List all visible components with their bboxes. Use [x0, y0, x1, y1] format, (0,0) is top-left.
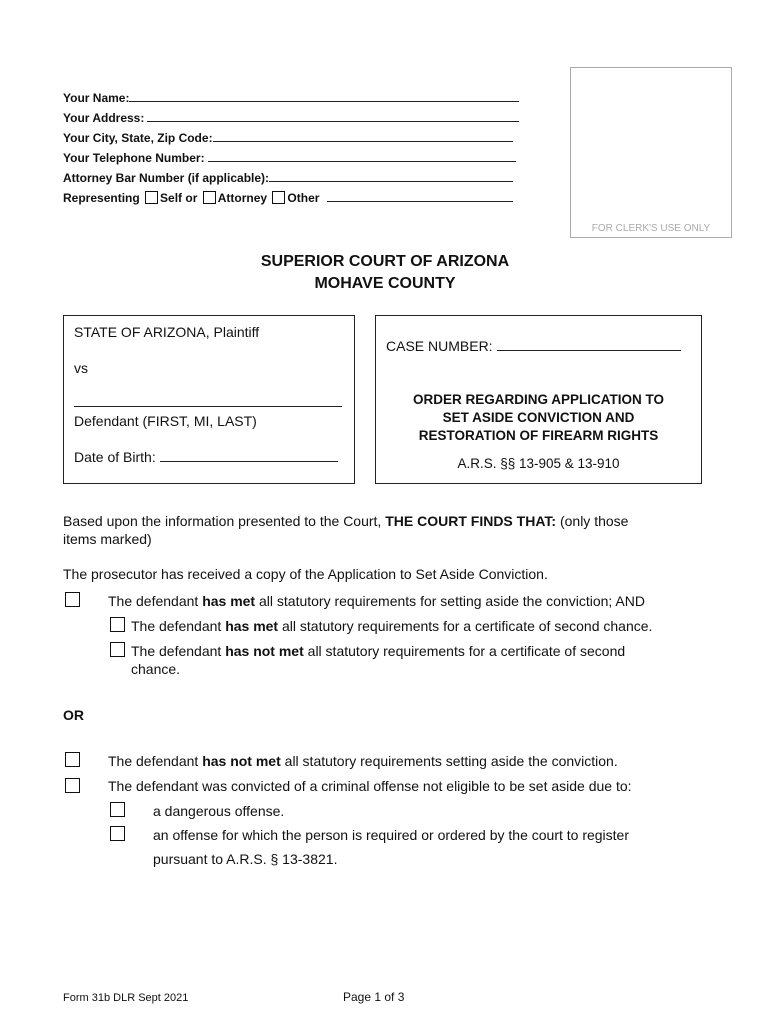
case-number-input-line[interactable]: [497, 338, 681, 351]
dob-input-line[interactable]: [160, 449, 338, 462]
order-title-line-3: RESTORATION OF FIREARM RIGHTS: [418, 428, 659, 443]
party-caption-box: [63, 315, 355, 484]
page-number: Page 1 of 3: [343, 990, 405, 1004]
or-separator: OR: [63, 707, 84, 723]
bar-number-input-line[interactable]: [269, 170, 513, 182]
self-label: Self or: [160, 191, 198, 205]
has-met-checkbox[interactable]: [65, 592, 80, 607]
has-not-met-text: [108, 752, 618, 770]
opt2-pre: The defendant: [108, 753, 199, 769]
certificate-not-met-text-line-2: chance.: [131, 661, 181, 677]
certificate-met-text: [131, 617, 652, 635]
county-name: MOHAVE COUNTY: [314, 275, 456, 292]
other-input-line[interactable]: [327, 190, 513, 202]
dangerous-offense-checkbox[interactable]: [110, 802, 125, 817]
case-number-label: CASE NUMBER:: [386, 338, 493, 354]
dangerous-offense-text: a dangerous offense.: [153, 803, 285, 819]
certificate-not-met-checkbox[interactable]: [110, 642, 125, 657]
name-label: Your Name:: [63, 91, 130, 105]
phone-field[interactable]: [63, 148, 516, 168]
has-not-met-checkbox[interactable]: [65, 752, 80, 767]
prosecutor-statement: The prosecutor has received a copy of the Application to Set Aside Conviction.: [63, 566, 548, 582]
not-eligible-text: The defendant was convicted of a criminal offense not eligible to be set aside due to:: [108, 778, 632, 794]
attorney-checkbox[interactable]: [203, 191, 216, 204]
clerk-use-label: FOR CLERK'S USE ONLY: [591, 223, 711, 234]
name-input-line[interactable]: [129, 90, 519, 102]
intro-line-2: items marked): [63, 531, 152, 547]
intro-text-post: (only those: [559, 513, 629, 529]
attorney-label: Attorney: [217, 191, 268, 205]
order-title-line-2: SET ASIDE CONVICTION AND: [442, 410, 635, 425]
phone-label: Your Telephone Number:: [63, 151, 205, 165]
dob-label: Date of Birth:: [74, 449, 156, 465]
opt1-bold: has met: [202, 593, 256, 609]
clerk-use-box: [570, 67, 732, 238]
opt1a-pre: The defendant: [131, 618, 222, 634]
bar-number-field[interactable]: [63, 168, 513, 188]
statute-reference: A.R.S. §§ 13-905 & 13-910: [457, 456, 620, 471]
city-input-line[interactable]: [213, 130, 513, 142]
address-field[interactable]: [63, 108, 519, 128]
opt1a-bold: has met: [225, 618, 279, 634]
findings-intro: [63, 512, 628, 530]
name-field[interactable]: [63, 88, 519, 108]
opt1-post: all statutory requirements for setting aside the conviction; AND: [259, 593, 645, 609]
opt2-post: all statutory requirements setting aside the conviction.: [284, 753, 618, 769]
form-id: Form 31b DLR Sept 2021: [63, 992, 189, 1004]
city-field[interactable]: [63, 128, 513, 148]
opt1b-bold: has not met: [225, 643, 304, 659]
registration-offense-text-line-2: pursuant to A.R.S. § 13-3821.: [153, 851, 338, 867]
opt1a-post: all statutory requirements for a certificate of second chance.: [282, 618, 653, 634]
order-title-line-1: ORDER REGARDING APPLICATION TO: [412, 392, 664, 407]
certificate-met-checkbox[interactable]: [110, 617, 125, 632]
opt1b-pre: The defendant: [131, 643, 222, 659]
defendant-name-line[interactable]: [74, 406, 342, 407]
other-label: Other: [287, 191, 320, 205]
opt1-pre: The defendant: [108, 593, 199, 609]
case-caption-box: [375, 315, 702, 484]
registration-offense-checkbox[interactable]: [110, 826, 125, 841]
plaintiff-label: STATE OF ARIZONA, Plaintiff: [74, 324, 260, 340]
opt1b-post: all statutory requirements for a certificate of second: [307, 643, 626, 659]
city-label: Your City, State, Zip Code:: [63, 131, 213, 145]
other-checkbox[interactable]: [272, 191, 285, 204]
representing-label: Representing: [63, 191, 140, 205]
court-finds-heading: THE COURT FINDS THAT:: [385, 513, 557, 529]
address-label: Your Address:: [63, 111, 145, 125]
intro-text: Based upon the information presented to the Court,: [63, 513, 382, 529]
self-checkbox[interactable]: [145, 191, 158, 204]
representing-field: [63, 188, 513, 208]
not-eligible-checkbox[interactable]: [65, 778, 80, 793]
phone-input-line[interactable]: [208, 150, 516, 162]
opt2-bold: has not met: [202, 753, 281, 769]
versus-label: vs: [74, 360, 88, 376]
bar-number-label: Attorney Bar Number (if applicable):: [63, 171, 270, 185]
registration-offense-text: an offense for which the person is required or ordered by the court to register: [153, 827, 630, 843]
dob-field[interactable]: [74, 448, 338, 466]
defendant-label: Defendant (FIRST, MI, LAST): [74, 413, 257, 429]
has-met-text: [108, 592, 645, 610]
case-number-field[interactable]: [386, 337, 681, 355]
certificate-not-met-text: [131, 642, 625, 660]
address-input-line[interactable]: [147, 110, 519, 122]
court-name: SUPERIOR COURT OF ARIZONA: [260, 253, 510, 270]
